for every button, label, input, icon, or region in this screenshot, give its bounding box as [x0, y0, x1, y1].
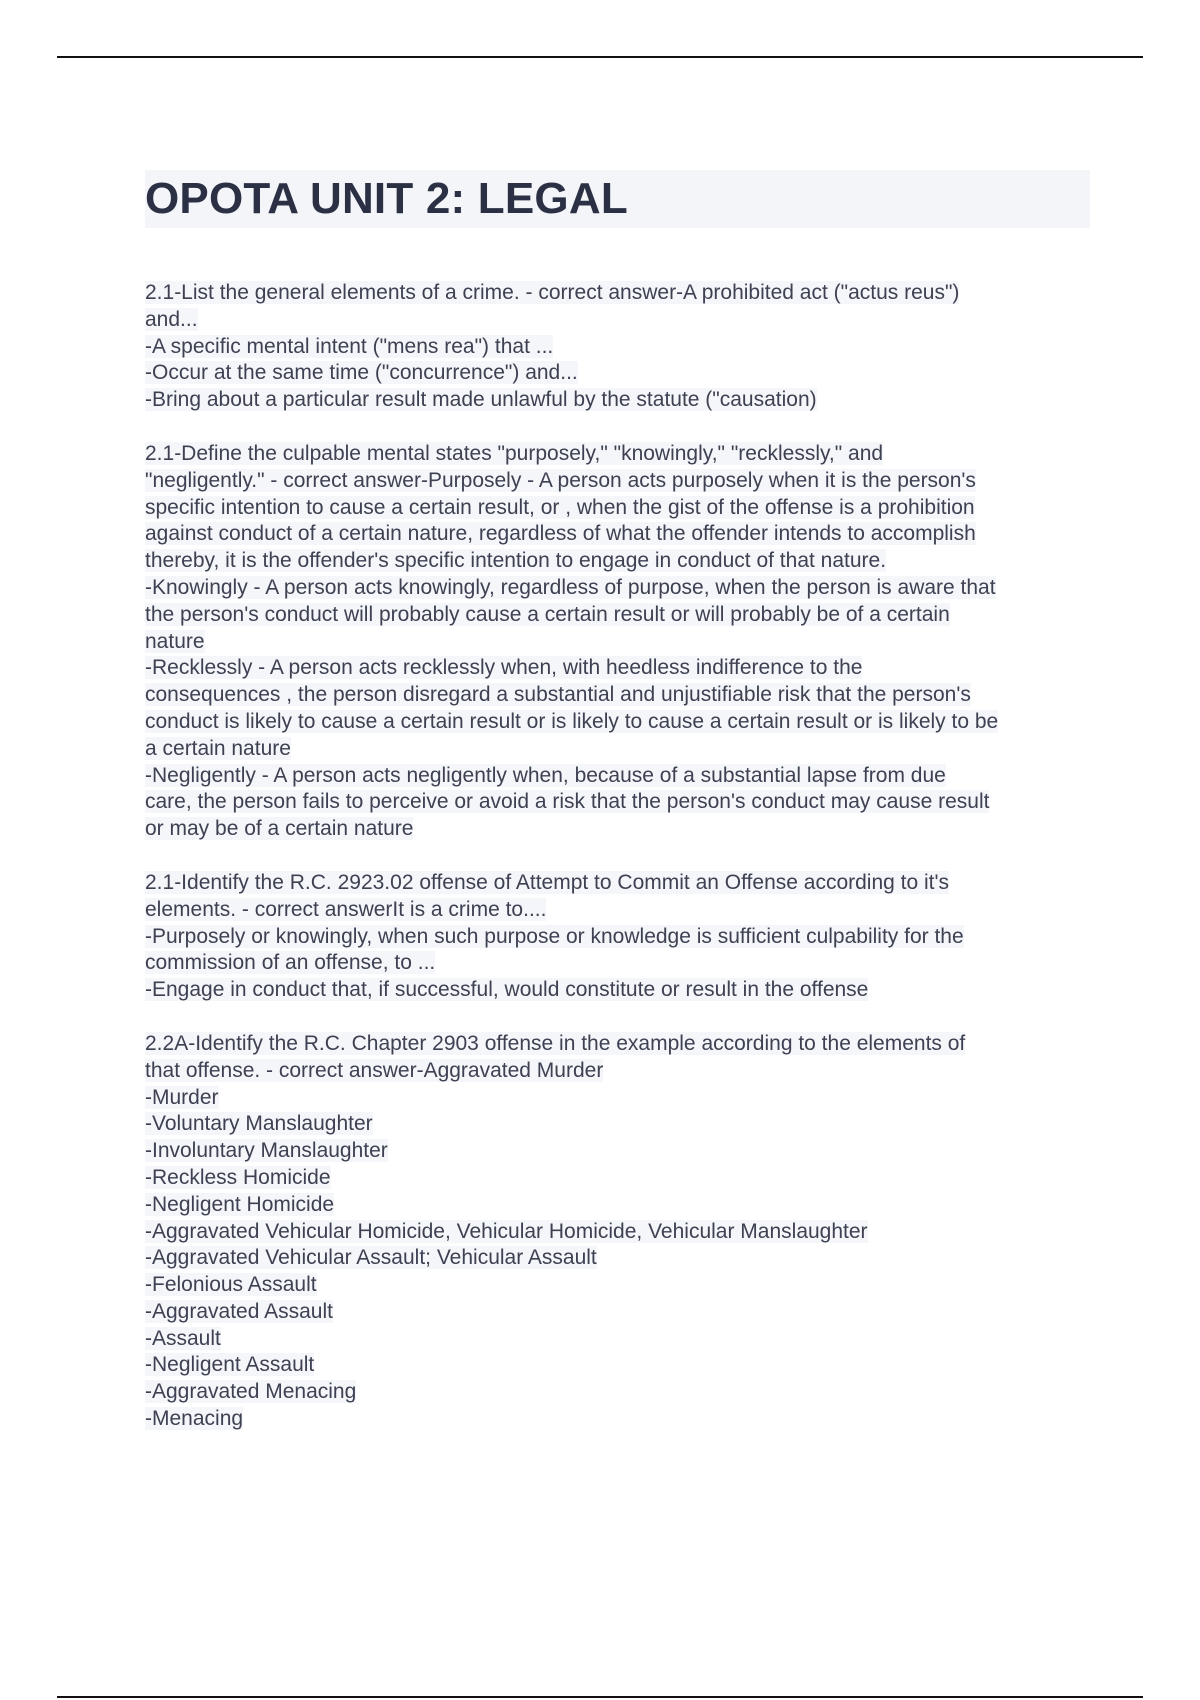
qa-line: [145, 495, 1090, 522]
qa-line: [145, 1031, 1090, 1058]
qa-line-text: specific intention to cause a certain result, or , when the gist of the offense is a prohibition: [145, 495, 975, 519]
qa-line: [145, 950, 1090, 977]
qa-line-text: 2.1-Identify the R.C. 2923.02 offense of Attempt to Commit an Offense according to it's: [145, 870, 950, 894]
qa-line-text: that offense. - correct answer-Aggravated Murder: [145, 1058, 604, 1082]
qa-line-text: -Recklessly - A person acts recklessly when, with heedless indifference to the: [145, 656, 863, 680]
qa-line-text: consequences , the person disregard a substantial and unjustifiable risk that the person's: [145, 683, 971, 707]
qa-line: [145, 280, 1090, 307]
qa-line: [145, 1058, 1090, 1085]
qa-line: [145, 1219, 1090, 1246]
qa-line: [145, 1272, 1090, 1299]
qa-line-text: thereby, it is the offender's specific intention to engage in conduct of that nature.: [145, 549, 887, 573]
qa-line: [145, 977, 1090, 1004]
qa-line: [145, 307, 1090, 334]
qa-line-text: -Knowingly - A person acts knowingly, regardless of purpose, when the person is aware that: [145, 575, 996, 599]
qa-line-text: -Menacing: [145, 1407, 244, 1431]
qa-line-text: -A specific mental intent ("mens rea") that ...: [145, 334, 554, 358]
qa-line: [145, 709, 1090, 736]
qa-line-text: or may be of a certain nature: [145, 817, 414, 841]
qa-line: [145, 789, 1090, 816]
qa-line-text: -Involuntary Manslaughter: [145, 1139, 388, 1163]
qa-line-text: -Bring about a particular result made unlawful by the statute ("causation): [145, 388, 817, 412]
qa-line: [145, 1379, 1090, 1406]
qa-line: [145, 1165, 1090, 1192]
qa-line: [145, 682, 1090, 709]
qa-line: [145, 655, 1090, 682]
qa-line-text: -Voluntary Manslaughter: [145, 1112, 373, 1136]
qa-list: [145, 280, 1090, 1433]
title-band: [145, 170, 1090, 228]
qa-entry: [145, 280, 1090, 414]
qa-line-text: -Aggravated Vehicular Homicide, Vehicular Homicide, Vehicular Manslaughter: [145, 1219, 868, 1243]
qa-line: [145, 334, 1090, 361]
qa-line: [145, 521, 1090, 548]
qa-line: [145, 387, 1090, 414]
header-rule: [57, 56, 1143, 58]
qa-line-text: 2.2A-Identify the R.C. Chapter 2903 offense in the example according to the elements of: [145, 1031, 966, 1055]
qa-line-text: -Murder: [145, 1085, 219, 1109]
qa-line-text: "negligently." - correct answer-Purposely - A person acts purposely when it is the person's: [145, 468, 976, 492]
qa-line: [145, 602, 1090, 629]
qa-line: [145, 1138, 1090, 1165]
qa-line-text: nature: [145, 629, 205, 653]
qa-line-text: -Assault: [145, 1326, 221, 1350]
qa-line: [145, 360, 1090, 387]
qa-line: [145, 1245, 1090, 1272]
qa-line: [145, 1326, 1090, 1353]
document-body: [145, 170, 1090, 1433]
qa-line-text: a certain nature: [145, 736, 291, 760]
qa-line-text: 2.1-List the general elements of a crime. - correct answer-A prohibited act ("actus reus"): [145, 281, 960, 304]
qa-line-text: -Negligently - A person acts negligently when, because of a substantial lapse from due: [145, 763, 946, 787]
qa-line: [145, 441, 1090, 468]
qa-line: [145, 1111, 1090, 1138]
qa-line-text: -Negligent Homicide: [145, 1192, 335, 1216]
qa-line-text: care, the person fails to perceive or avoid a risk that the person's conduct may cause result: [145, 790, 990, 814]
qa-line-text: -Felonious Assault: [145, 1273, 317, 1297]
page-title: OPOTA UNIT 2: LEGAL: [145, 174, 628, 223]
qa-line-text: against conduct of a certain nature, regardless of what the offender intends to accomplish: [145, 522, 976, 546]
qa-entry: [145, 870, 1090, 1004]
qa-line: [145, 548, 1090, 575]
qa-line: [145, 763, 1090, 790]
qa-line-text: -Aggravated Menacing: [145, 1380, 357, 1404]
footer-rule: [57, 1696, 1143, 1698]
qa-line-text: commission of an offense, to ...: [145, 951, 436, 975]
qa-line-text: -Engage in conduct that, if successful, would constitute or result in the offense: [145, 978, 869, 1002]
qa-line: [145, 897, 1090, 924]
qa-line: [145, 575, 1090, 602]
qa-line-text: conduct is likely to cause a certain result or is likely to cause a certain result or is likely to be: [145, 709, 999, 733]
qa-line: [145, 1192, 1090, 1219]
qa-line-text: -Aggravated Assault: [145, 1299, 333, 1323]
qa-line: [145, 629, 1090, 656]
qa-line: [145, 1406, 1090, 1433]
qa-line-text: elements. - correct answerIt is a crime to....: [145, 897, 547, 921]
qa-line: [145, 1085, 1090, 1112]
qa-line: [145, 468, 1090, 495]
qa-line: [145, 1299, 1090, 1326]
qa-line: [145, 924, 1090, 951]
qa-line: [145, 736, 1090, 763]
qa-line: [145, 1352, 1090, 1379]
qa-line-text: the person's conduct will probably cause a certain result or will probably be of a certain: [145, 602, 950, 626]
qa-line: [145, 816, 1090, 843]
qa-entry: [145, 441, 1090, 843]
qa-line-text: 2.1-Define the culpable mental states "purposely," "knowingly," "recklessly," and: [145, 441, 884, 465]
qa-line-text: -Reckless Homicide: [145, 1165, 331, 1189]
qa-line-text: -Aggravated Vehicular Assault; Vehicular Assault: [145, 1246, 597, 1270]
qa-line-text: -Negligent Assault: [145, 1353, 315, 1377]
qa-line-text: -Occur at the same time ("concurrence") and...: [145, 361, 578, 385]
qa-line-text: and...: [145, 307, 198, 331]
qa-line-text: -Purposely or knowingly, when such purpose or knowledge is sufficient culpability for the: [145, 924, 964, 948]
qa-entry: [145, 1031, 1090, 1433]
qa-line: [145, 870, 1090, 897]
